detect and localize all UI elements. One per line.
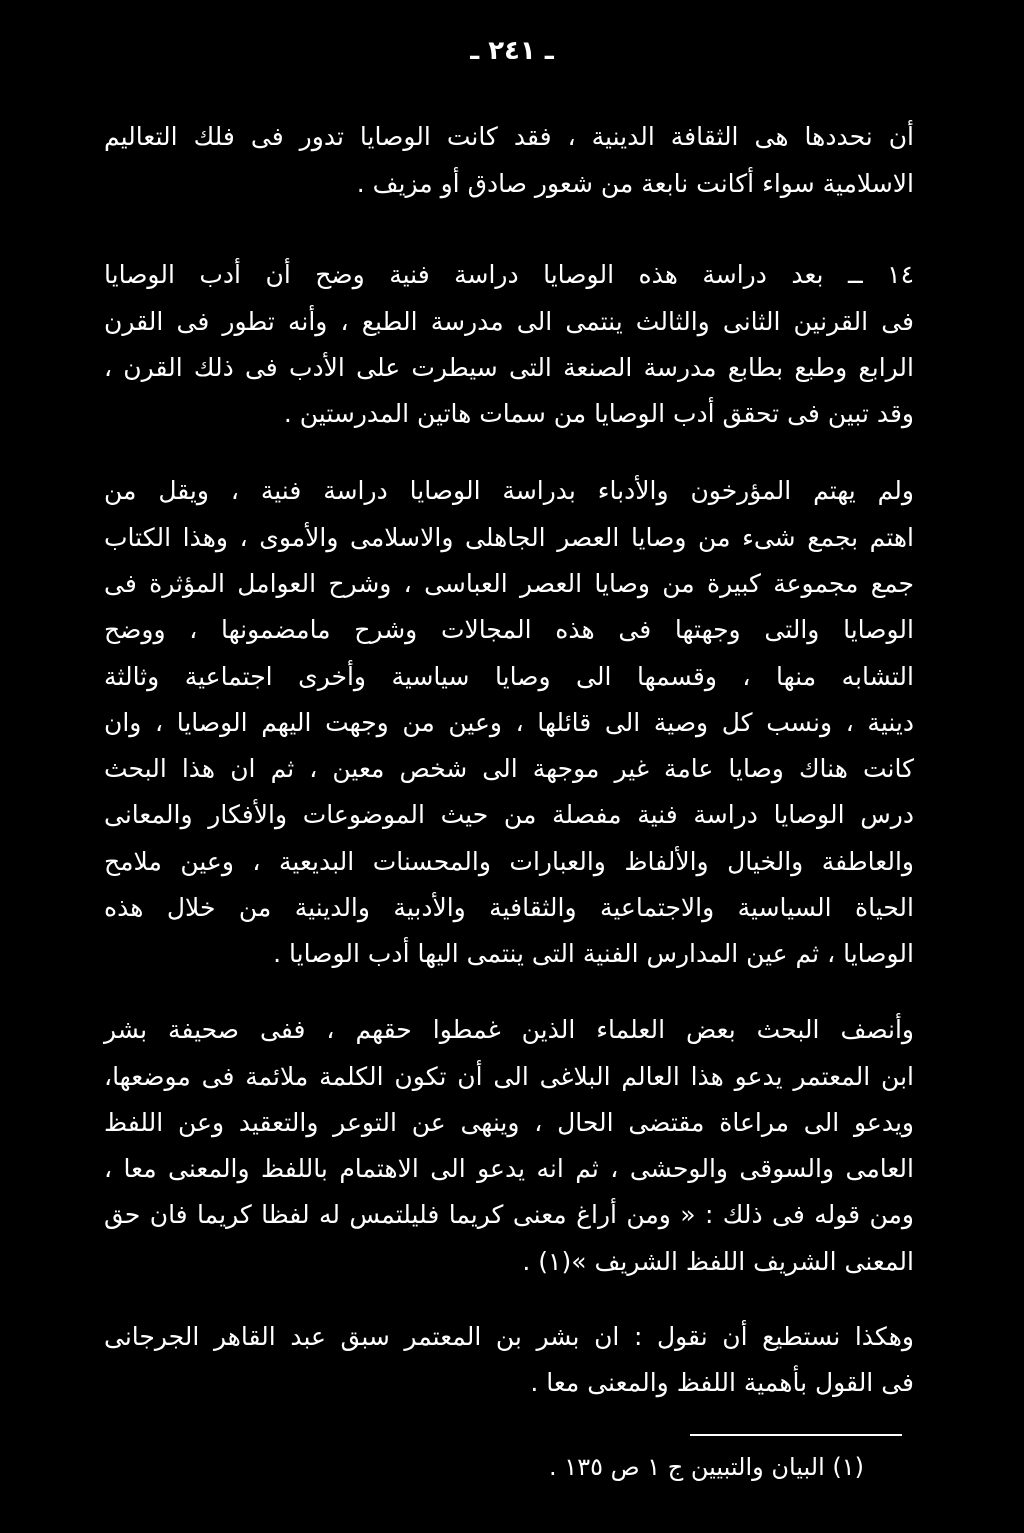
paragraph-4-line-3: ويدعو الى مراعاة مقتضى الحال ، وينهى عن التوعر والتعقيد وعن اللفظ <box>104 1108 914 1137</box>
paragraph-3-line-7: كانت هناك وصايا عامة غير موجهة الى شخص معين ، ثم ان هذا البحث <box>104 754 914 783</box>
paragraph-1-line-2: الاسلامية سواء أكانت نابعة من شعور صادق أو مزيف . <box>356 169 914 198</box>
paragraph-2-line-4: وقد تبين فى تحقق أدب الوصايا من سمات هاتين المدرستين . <box>283 399 914 428</box>
paragraph-3-line-4: الوصايا والتى وجهتها فى هذه المجالات وشرح مامضمونها ، ووضح <box>104 615 914 644</box>
paragraph-2-line-2: فى القرنين الثانى والثالث ينتمى الى مدرسة الطبع ، وأنه تطور فى القرن <box>104 307 914 336</box>
paragraph-3-line-5: التشابه منها ، وقسمها الى وصايا سياسية وأخرى اجتماعية وثالثة <box>104 662 914 691</box>
paragraph-4-line-1: وأنصف البحث بعض العلماء الذين غمطوا حقهم ، ففى صحيفة بشر <box>104 1015 914 1044</box>
paragraph-3-line-3: جمع مجموعة كبيرة من وصايا العصر العباسى ، وشرح العوامل المؤثرة فى <box>104 569 914 598</box>
paragraph-3-line-6: دينية ، ونسب كل وصية الى قائلها ، وعين من وجهت اليهم الوصايا ، وان <box>104 708 914 737</box>
paragraph-4-line-2: ابن المعتمر يدعو هذا العالم البلاغى الى أن تكون الكلمة ملائمة فى موضعها، <box>104 1062 914 1091</box>
paragraph-3-line-1: ولم يهتم المؤرخون والأدباء بدراسة الوصايا دراسة فنية ، ويقل من <box>104 476 914 505</box>
paragraph-2-line-3: الرابع وطبع بطابع مدرسة الصنعة التى سيطرت على الأدب فى ذلك القرن ، <box>104 353 914 382</box>
footnote: (١) البيان والتبيين ج ١ ص ١٣٥ . <box>549 1453 864 1481</box>
paragraph-3-line-8: درس الوصايا دراسة فنية مفصلة من حيث الموضوعات والأفكار والمعانى <box>104 800 914 829</box>
paragraph-4-line-4: العامى والسوقى والوحشى ، ثم انه يدعو الى الاهتمام باللفظ والمعنى معا ، <box>104 1154 914 1183</box>
paragraph-2-line-1: ١٤ ــ بعد دراسة هذه الوصايا دراسة فنية وضح أن أدب الوصايا <box>104 260 914 289</box>
paragraph-4-line-5: ومن قوله فى ذلك : « ومن أراغ معنى كريما فليلتمس له لفظا كريما فان حق <box>104 1200 914 1229</box>
page-number: ـ ٢٤١ ـ <box>470 36 554 66</box>
paragraph-4-line-6: المعنى الشريف اللفظ الشريف »(١) . <box>522 1247 914 1276</box>
footnote-separator <box>690 1434 902 1436</box>
paragraph-3-line-10: الحياة السياسية والاجتماعية والثقافية والأدبية والدينية من خلال هذه <box>104 893 914 922</box>
paragraph-5-line-1: وهكذا نستطيع أن نقول : ان بشر بن المعتمر سبق عبد القاهر الجرجانى <box>104 1322 914 1351</box>
paragraph-3-line-9: والعاطفة والخيال والألفاظ والعبارات والمحسنات البديعية ، وعين ملامح <box>104 847 914 876</box>
paragraph-5-line-2: فى القول بأهمية اللفظ والمعنى معا . <box>530 1368 914 1397</box>
paragraph-3-line-2: اهتم بجمع شىء من وصايا العصر الجاهلى والاسلامى والأموى ، وهذا الكتاب <box>104 523 914 552</box>
paragraph-1-line-1: أن نحددها هى الثقافة الدينية ، فقد كانت الوصايا تدور فى فلك التعاليم <box>104 122 914 151</box>
paragraph-3-line-11: الوصايا ، ثم عين المدارس الفنية التى ينتمى اليها أدب الوصايا . <box>273 939 914 968</box>
